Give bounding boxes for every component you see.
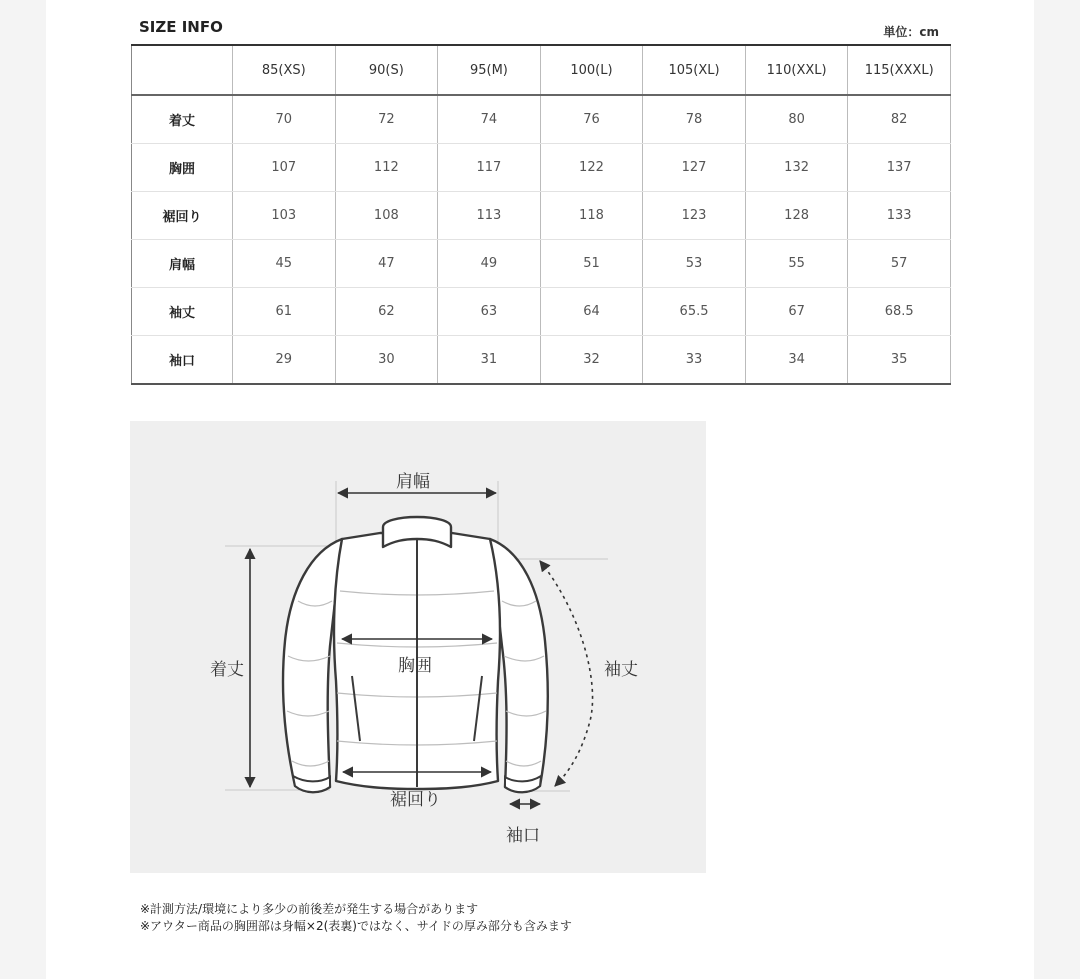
column-header: 105(XL) <box>643 45 746 95</box>
row-label: 肩幅 <box>132 240 233 288</box>
table-row <box>132 288 951 336</box>
row-label: 裾回り <box>132 192 233 240</box>
table-cell: 137 <box>848 144 951 192</box>
table-cell: 133 <box>848 192 951 240</box>
table-cell: 49 <box>438 240 541 288</box>
column-header: 100(L) <box>540 45 643 95</box>
table-cell: 113 <box>438 192 541 240</box>
table-cell: 55 <box>745 240 848 288</box>
column-header: 110(XXL) <box>745 45 848 95</box>
label-shoulder: 肩幅 <box>396 472 430 492</box>
column-header: 85(XS) <box>233 45 336 95</box>
table-cell: 34 <box>745 336 848 385</box>
row-label: 胸囲 <box>132 144 233 192</box>
table-cell: 122 <box>540 144 643 192</box>
table-row <box>132 144 951 192</box>
table-cell: 112 <box>335 144 438 192</box>
column-header: 115(XXXL) <box>848 45 951 95</box>
table-cell: 57 <box>848 240 951 288</box>
table-row <box>132 95 951 144</box>
table-cell: 76 <box>540 95 643 144</box>
size-info-title: SIZE INFO <box>139 18 223 36</box>
table-cell: 127 <box>643 144 746 192</box>
table-cell: 45 <box>233 240 336 288</box>
table-header-row <box>132 45 951 95</box>
table-cell: 132 <box>745 144 848 192</box>
table-cell: 80 <box>745 95 848 144</box>
table-cell: 123 <box>643 192 746 240</box>
table-cell: 72 <box>335 95 438 144</box>
table-cell: 64 <box>540 288 643 336</box>
table-cell: 30 <box>335 336 438 385</box>
column-header: 90(S) <box>335 45 438 95</box>
table-cell: 31 <box>438 336 541 385</box>
table-cell: 51 <box>540 240 643 288</box>
table-cell: 62 <box>335 288 438 336</box>
table-cell: 68.5 <box>848 288 951 336</box>
table-cell: 53 <box>643 240 746 288</box>
table-cell: 128 <box>745 192 848 240</box>
note-line: ※計測方法/環境により多少の前後差が発生する場合があります <box>140 902 479 916</box>
column-header: 95(M) <box>438 45 541 95</box>
size-table <box>131 44 951 385</box>
table-cell: 33 <box>643 336 746 385</box>
label-sleeve: 袖丈 <box>604 660 638 680</box>
table-cell: 63 <box>438 288 541 336</box>
measurement-notes <box>140 901 572 935</box>
table-cell: 67 <box>745 288 848 336</box>
row-label: 着丈 <box>132 95 233 144</box>
table-cell: 82 <box>848 95 951 144</box>
table-cell: 29 <box>233 336 336 385</box>
row-label: 袖口 <box>132 336 233 385</box>
note-line: ※アウター商品の胸囲部は身幅×2(表裏)ではなく、サイドの厚み部分も含みます <box>140 919 572 933</box>
label-hem: 裾回り <box>390 790 441 810</box>
table-cell: 47 <box>335 240 438 288</box>
table-cell: 117 <box>438 144 541 192</box>
table-cell: 35 <box>848 336 951 385</box>
table-cell: 118 <box>540 192 643 240</box>
unit-label: 単位：cm <box>883 25 939 39</box>
table-cell: 65.5 <box>643 288 746 336</box>
table-cell: 61 <box>233 288 336 336</box>
jacket-measurement-diagram <box>130 421 706 873</box>
label-cuff: 袖口 <box>506 826 540 846</box>
table-cell: 103 <box>233 192 336 240</box>
table-cell: 78 <box>643 95 746 144</box>
table-row <box>132 336 951 385</box>
size-info-header <box>131 14 951 44</box>
label-length: 着丈 <box>210 660 244 680</box>
table-cell: 74 <box>438 95 541 144</box>
table-row <box>132 240 951 288</box>
label-chest: 胸囲 <box>398 656 432 676</box>
table-cell: 70 <box>233 95 336 144</box>
table-row <box>132 192 951 240</box>
table-cell: 107 <box>233 144 336 192</box>
row-label: 袖丈 <box>132 288 233 336</box>
table-cell: 108 <box>335 192 438 240</box>
table-cell: 32 <box>540 336 643 385</box>
column-header <box>132 45 233 95</box>
